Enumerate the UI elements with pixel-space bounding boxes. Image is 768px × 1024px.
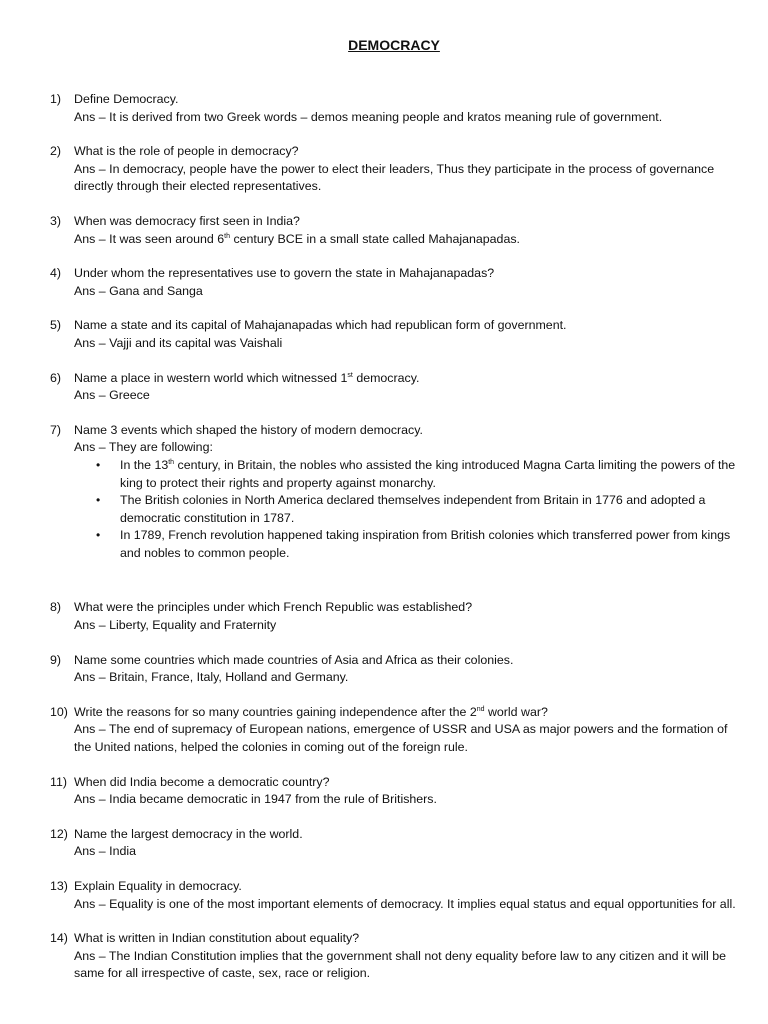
- question-number: 3): [50, 213, 62, 228]
- question-text: [74, 774, 738, 792]
- qa-item: [50, 213, 738, 248]
- answer-text: [74, 896, 738, 914]
- question-number: 14): [50, 931, 68, 946]
- question-text: Define Democracy.: [74, 92, 179, 106]
- question-number: 13): [50, 879, 68, 893]
- question-text: [74, 143, 738, 161]
- qa-item: [50, 422, 738, 563]
- page-title: DEMOCRACY: [348, 37, 440, 53]
- qa-item: [50, 317, 738, 352]
- answer-text: Ans – Greece: [74, 388, 150, 403]
- question-text: Name some countries which made countries of Asia and Africa as their colonies.: [74, 652, 514, 667]
- bullet-text: In 1789, French revolution happened taking inspiration from British colonies which transferred power from kings and nobles to common people.: [120, 528, 731, 560]
- question-number: 10): [50, 704, 68, 719]
- answer-text: [74, 231, 738, 249]
- question-number: 1): [50, 92, 62, 106]
- answer-text: Ans – They are following:: [74, 440, 213, 455]
- question-text: Name 3 events which shaped the history of modern democracy.: [74, 422, 423, 437]
- question-text: What were the principles under which French Republic was established?: [74, 600, 473, 615]
- answer-text: Ans – In democracy, people have the power to elect their leaders, Thus they participate in the process of governance directly through their elected representatives.: [74, 161, 715, 194]
- answer-text: [74, 948, 738, 983]
- question-text: [74, 317, 738, 335]
- qa-item: [50, 143, 738, 196]
- answer-text: Ans – India: [74, 844, 136, 859]
- bullet-item: [96, 457, 738, 492]
- answer-text: Ans – The Indian Constitution implies that the government shall not deny equality before law to any citizen and it will be same for all irrespective of caste, sex, race or religion.: [74, 948, 727, 981]
- answer-text: [74, 439, 738, 457]
- answer-text: Ans – Vajji and its capital was Vaishali: [74, 335, 283, 350]
- answer-text: century BCE in a small state called Mahajanapadas.: [230, 231, 520, 246]
- qa-item: [50, 265, 738, 300]
- answer-text: [74, 843, 738, 861]
- question-text: [74, 704, 738, 722]
- ordinal-suffix: nd: [476, 705, 485, 713]
- bullet-text: In the 13: [120, 457, 169, 472]
- question-text: [74, 91, 738, 109]
- question-text: [74, 652, 738, 670]
- answer-text: [74, 387, 738, 405]
- bullet-text: The British colonies in North America declared themselves independent from Britain in 1776 and adopted a democratic constitution in 1787.: [120, 493, 706, 525]
- question-number: 12): [50, 826, 68, 841]
- answer-text: [74, 161, 738, 196]
- answer-text: [74, 109, 738, 127]
- bullet-icon: •: [96, 457, 101, 472]
- qa-list: [50, 91, 738, 983]
- qa-item: [50, 704, 738, 757]
- answer-text: [74, 283, 738, 301]
- question-number: 6): [50, 370, 62, 385]
- question-number: 7): [50, 422, 62, 437]
- qa-item: [50, 370, 738, 405]
- question-text: What is the role of people in democracy?: [74, 144, 299, 159]
- answer-text: [74, 669, 738, 687]
- question-text: [74, 878, 738, 896]
- question-text: Name a state and its capital of Mahajanapadas which had republican form of government.: [74, 318, 567, 333]
- question-text: Explain Equality in democracy.: [74, 879, 242, 893]
- answer-text: Ans – Equality is one of the most important elements of democracy. It implies equal status and equal opportunities for all.: [74, 896, 736, 911]
- ordinal-suffix: st: [347, 371, 353, 379]
- question-text: When did India become a democratic country?: [74, 774, 330, 789]
- question-text: Name a place in western world which witnessed 1: [74, 370, 348, 385]
- qa-item: [50, 826, 738, 861]
- question-number: 4): [50, 266, 62, 281]
- qa-item: [50, 91, 738, 126]
- question-text: [74, 826, 738, 844]
- question-text: [74, 213, 738, 231]
- question-text: [74, 265, 738, 283]
- bullet-list: [74, 457, 738, 563]
- question-number: 8): [50, 600, 62, 615]
- ordinal-suffix: th: [168, 458, 175, 466]
- bullet-icon: •: [96, 493, 101, 508]
- answer-text: [74, 721, 738, 756]
- answer-text: Ans – Liberty, Equality and Fraternity: [74, 618, 277, 633]
- answer-text: Ans – Britain, France, Italy, Holland and Germany.: [74, 670, 349, 685]
- question-text: [74, 422, 738, 440]
- bullet-text: century, in Britain, the nobles who assisted the king introduced Magna Carta limiting the powers of the king to protect their rights and property against monarchy.: [120, 457, 736, 490]
- question-text: democracy.: [352, 370, 420, 385]
- question-number: 2): [50, 144, 62, 159]
- bullet-icon: •: [96, 528, 101, 543]
- answer-text: [74, 335, 738, 353]
- answer-text: Ans – Gana and Sanga: [74, 283, 203, 298]
- question-text: [74, 930, 738, 948]
- question-text: world war?: [484, 704, 548, 719]
- question-text: [74, 370, 738, 388]
- ordinal-suffix: th: [224, 232, 231, 240]
- qa-item: [50, 652, 738, 687]
- answer-text: Ans – India became democratic in 1947 from the rule of Britishers.: [74, 792, 437, 807]
- question-text: Under whom the representatives use to govern the state in Mahajanapadas?: [74, 266, 495, 281]
- question-text: When was democracy first seen in India?: [74, 213, 300, 228]
- qa-item: [50, 930, 738, 983]
- question-text: Write the reasons for so many countries gaining independence after the 2: [74, 704, 477, 719]
- answer-text: [74, 617, 738, 635]
- question-text: [74, 599, 738, 617]
- answer-text: Ans – It was seen around 6: [74, 231, 225, 246]
- bullet-item: [96, 492, 738, 527]
- question-text: Name the largest democracy in the world.: [74, 826, 303, 841]
- answer-text: Ans – It is derived from two Greek words – demos meaning people and kratos meaning rule of government.: [74, 109, 663, 124]
- qa-item: [50, 599, 738, 634]
- bullet-item: [96, 527, 738, 562]
- question-number: 5): [50, 318, 62, 333]
- question-text: What is written in Indian constitution about equality?: [74, 931, 360, 946]
- answer-text: Ans – The end of supremacy of European nations, emergence of USSR and USA as major powers and the formation of the United nations, helped the colonies in coming out of the foreign rule.: [74, 722, 728, 755]
- answer-text: [74, 791, 738, 809]
- qa-item: [50, 774, 738, 809]
- question-number: 11): [50, 774, 67, 789]
- qa-item: [50, 878, 738, 913]
- question-number: 9): [50, 652, 62, 667]
